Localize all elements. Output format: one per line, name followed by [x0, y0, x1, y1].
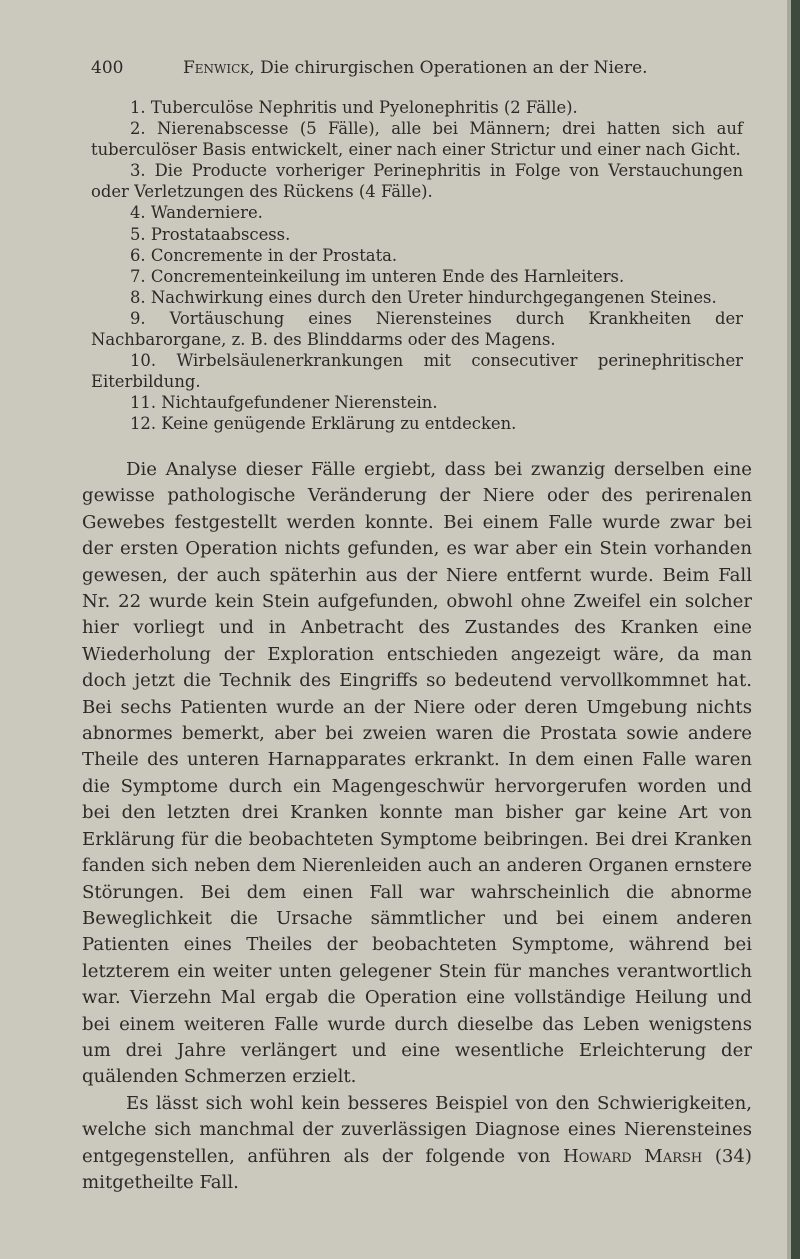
- body-text: [82, 457, 752, 1196]
- list-item: 5. Prostataabscess.: [130, 224, 291, 244]
- list-item: 6. Concremente in der Prostata.: [130, 245, 398, 265]
- list-item: 4. Wanderniere.: [130, 203, 263, 223]
- list-item: 10. Wirbelsäulenerkrankungen mit consecutiver perinephritischer Eiterbildung.: [91, 351, 743, 392]
- page-edge-shadow: [791, 0, 800, 1259]
- list-item: 8. Nachwirkung eines durch den Ureter hindurchgegangenen Steines.: [130, 287, 717, 307]
- paragraph-text: (34) mitgetheilte Fall.: [82, 1145, 752, 1193]
- list-item: 1. Tuberculöse Nephritis und Pyelonephritis (2 Fälle).: [130, 98, 578, 117]
- paragraph-text: Es lässt sich wohl kein besseres Beispiel von den Schwierigkeiten, welche sich manchmal der zuverlässigen Diagnose eines Nierensteines entgegenstellen, anführen als der folgende von: [82, 1092, 752, 1167]
- list-item: 7. Concrementeinkeilung im unteren Ende des Harnleiters.: [130, 266, 625, 286]
- paragraph: [82, 1091, 752, 1197]
- list-item: 11. Nichtaufgefundener Nierenstein.: [130, 393, 438, 413]
- running-title-text: , Die chirurgischen Operationen an der Niere.: [249, 58, 648, 78]
- cause-list: [91, 97, 743, 435]
- page-edge-highlight: [787, 0, 791, 1259]
- list-item: 12. Keine genügende Erklärung zu entdecken.: [130, 414, 517, 434]
- list-item: 9. Vortäuschung eines Nierensteines durch Krankheiten der Nachbarorgane, z. B. des Blinddarms oder des Magens.: [91, 308, 743, 350]
- list-item: 3. Die Producte vorheriger Perinephritis in Folge von Verstauchungen oder Verletzungen des Rückens (4 Fälle).: [91, 161, 743, 202]
- list-item: 2. Nierenabscesse (5 Fälle), alle bei Männern; drei hatten sich auf tuberculöser Basis entwickelt, einer nach einer Strictur und einer nach Gicht.: [91, 119, 743, 160]
- running-title: [183, 58, 648, 78]
- paragraph: Die Analyse dieser Fälle ergiebt, dass bei zwanzig derselben eine gewisse pathologische Veränderung der Niere oder des perirenalen Gewebes festgestellt werden konnte. Bei einem Falle wurde zwar bei der ersten Operation nichts gefunden, es war aber ein Stein vorhanden gewesen, der auch späterhin aus der Niere entfernt wurde. Beim Fall Nr. 22 wurde kein Stein aufgefunden, obwohl ohne Zweifel ein solcher hier vorliegt und in Anbetracht des Zustandes des Kranken eine Wiederholung der Exploration entschieden angezeigt wäre, da man doch jetzt die Technik des Eingriffs so bedeutend vervollkommnet hat. Bei sechs Patienten wurde an der Niere oder deren Umgebung nichts abnormes bemerkt, aber bei zweien waren die Prostata sowie andere Theile des unteren Harnapparates erkrankt. In dem einen Falle waren die Symptome durch ein Magengeschwür hervorgerufen worden und bei den letzten drei Kranken konnte man bisher gar keine Art von Erklärung für die beobachteten Symptome beibringen. Bei drei Kranken fanden sich neben dem Nierenleiden auch an anderen Organen ernstere Störungen. Bei dem einen Fall war wahrscheinlich die abnorme Beweglichkeit die Ursache sämmtlicher und bei einem anderen Patienten eines Theiles der beobachteten Symptome, während bei letzterem ein weiter unten gelegener Stein für manches verantwortlich war. Vierzehn Mal ergab die Operation eine vollständige Heilung und bei einem weiteren Falle wurde durch dieselbe das Leben wenigstens um drei Jahre verlängert und eine wesentliche Erleichterung der quälenden Schmerzen erzielt.: [82, 459, 752, 1088]
- cited-author: Howard Marsh: [562, 1145, 703, 1167]
- running-header: [91, 58, 741, 78]
- author-name: Fenwick: [183, 58, 250, 78]
- page-number: 400: [91, 58, 124, 78]
